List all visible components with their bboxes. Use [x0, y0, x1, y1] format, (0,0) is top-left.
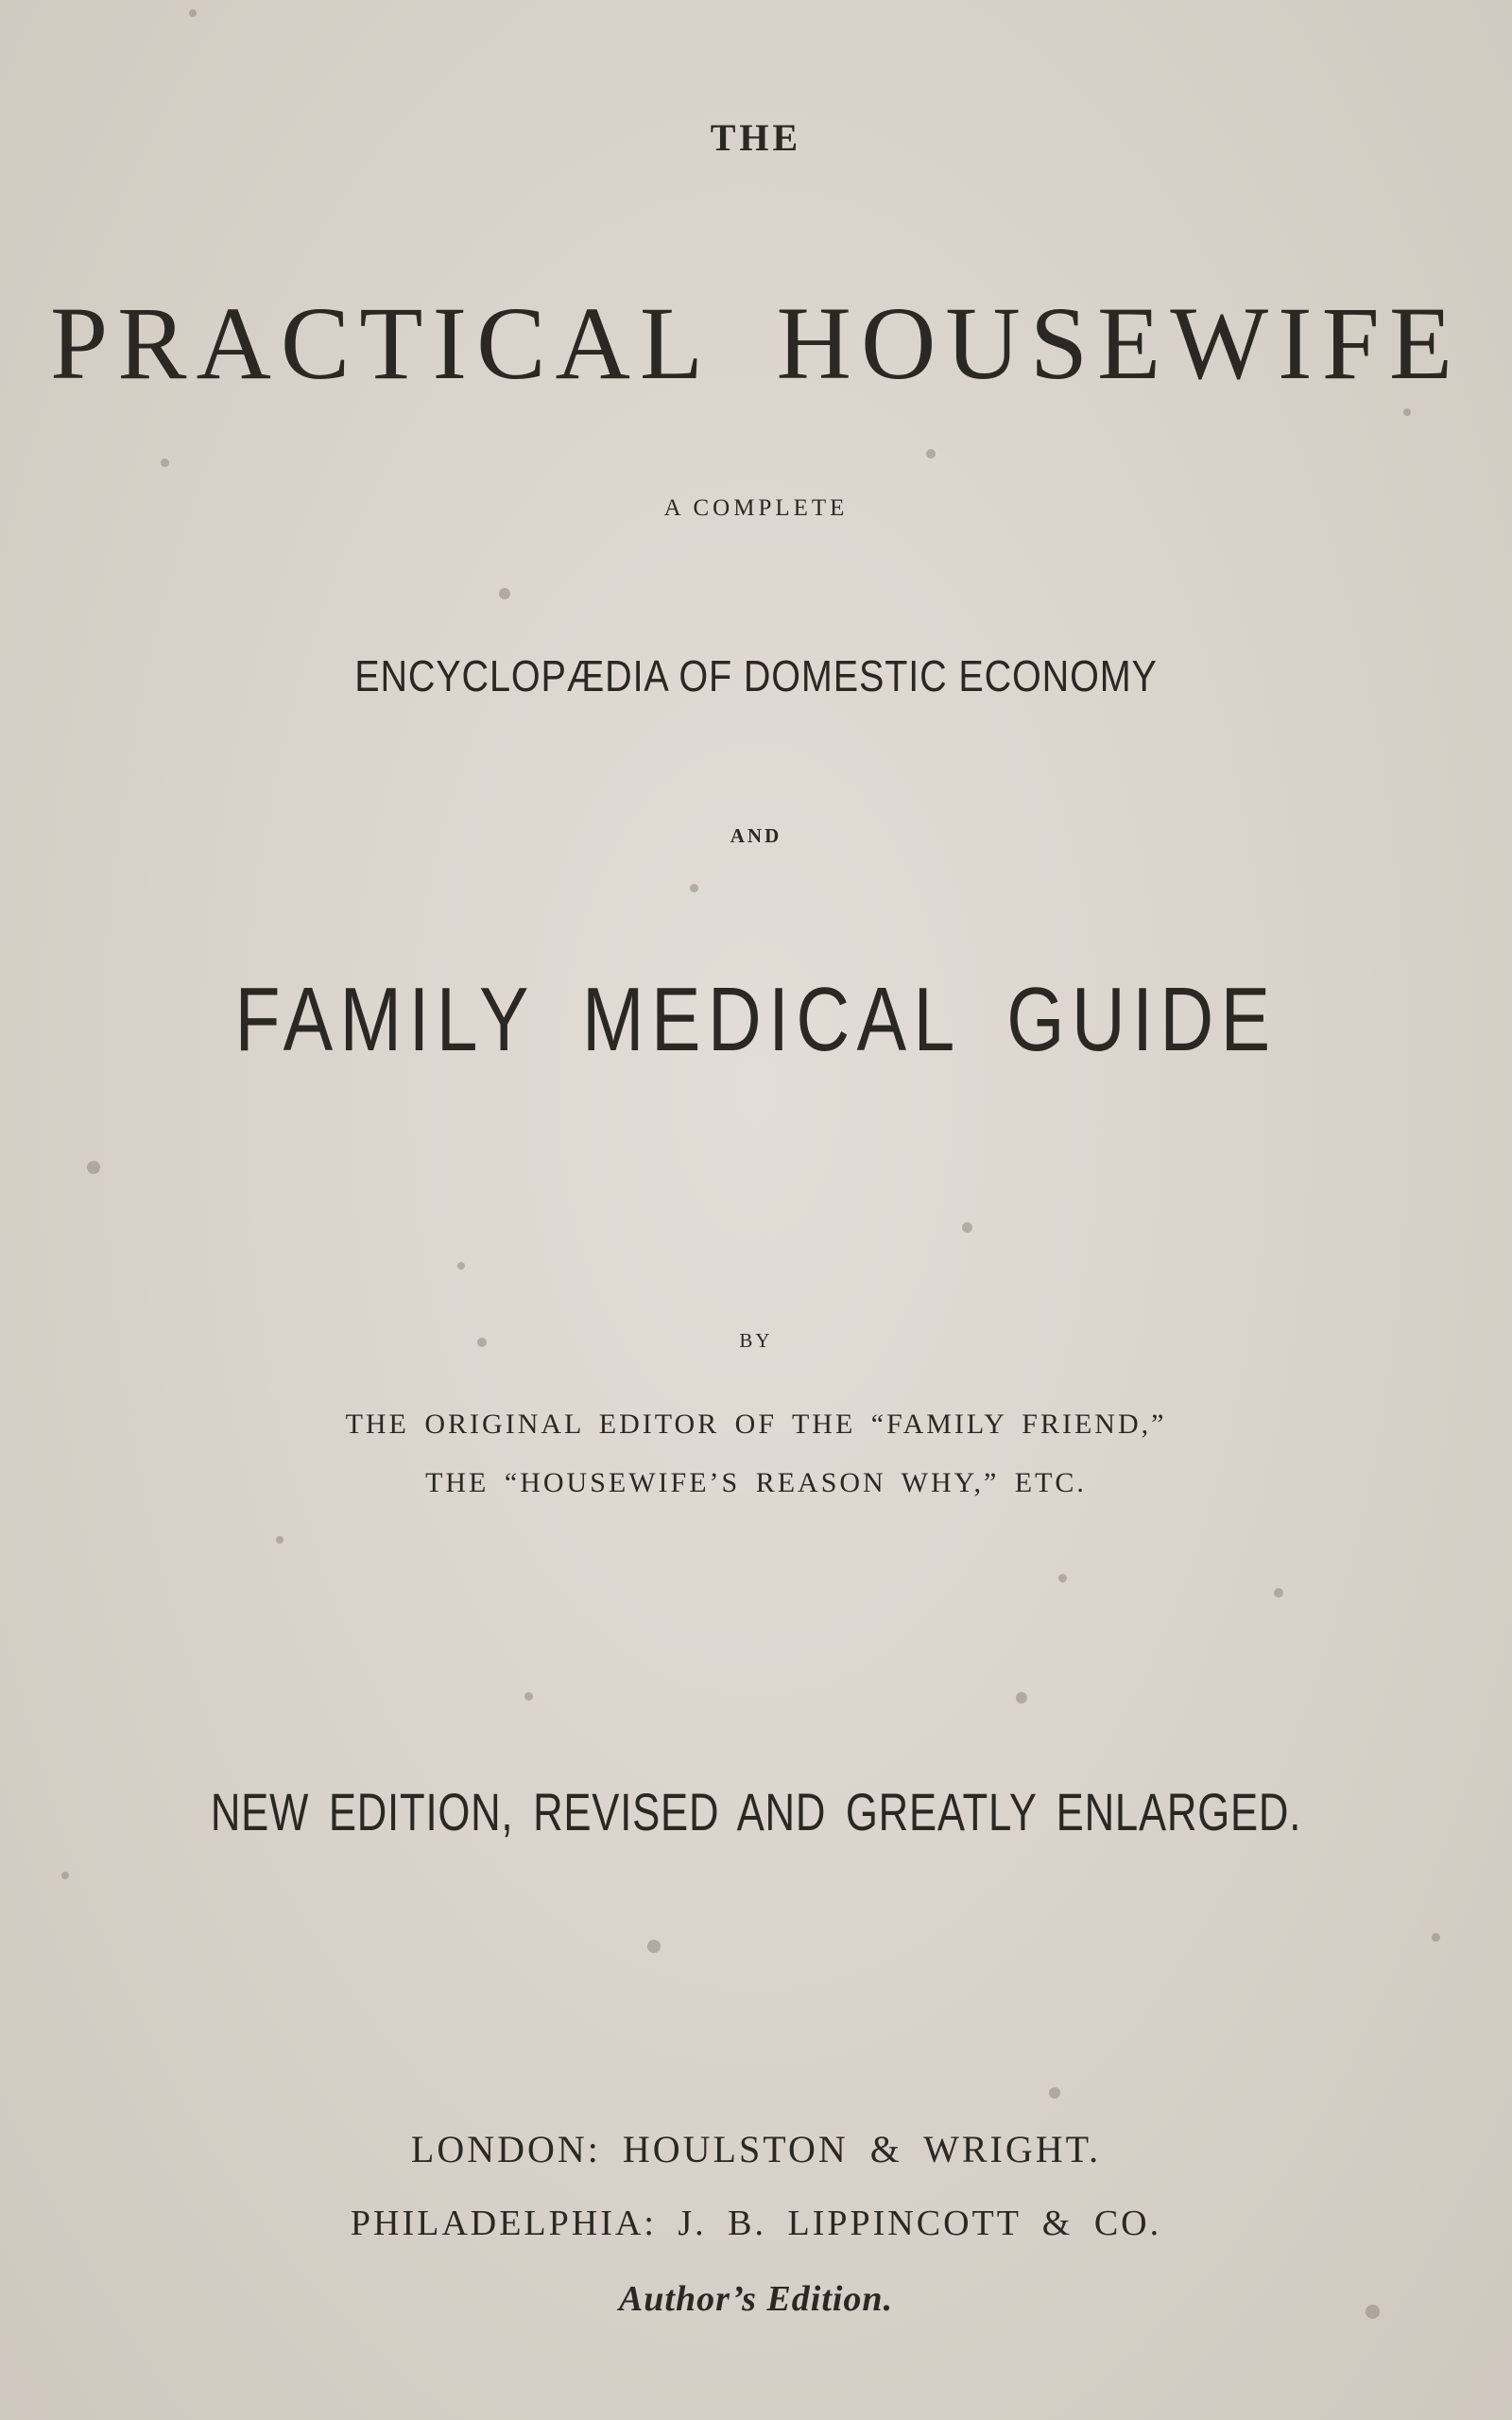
paper-speck	[499, 588, 510, 599]
author-line-2: THE “HOUSEWIFE’S REASON WHY,” ETC.	[425, 1467, 1087, 1498]
paper-speck	[962, 1222, 972, 1233]
title-article: THE	[710, 116, 802, 159]
subtitle-a-complete: A COMPLETE	[663, 495, 849, 521]
secondary-title: FAMILY MEDICAL GUIDE	[234, 969, 1278, 1070]
subtitle-encyclopaedia: ENCYCLOPÆDIA OF DOMESTIC ECONOMY	[354, 651, 1158, 700]
conjunction-and: AND	[730, 824, 782, 847]
authors-edition: Author’s Edition.	[618, 2279, 894, 2319]
paper-speck	[1058, 1574, 1067, 1582]
edition-statement: NEW EDITION, REVISED AND GREATLY ENLARGED.	[210, 1782, 1302, 1841]
main-title: PRACTICAL HOUSEWIFE	[49, 285, 1463, 401]
paper-speck	[1403, 408, 1411, 416]
paper-speck	[1274, 1588, 1283, 1598]
paper-speck	[1016, 1692, 1027, 1703]
paper-speck	[926, 449, 936, 458]
paper-speck	[524, 1692, 533, 1701]
paper-speck	[1432, 1933, 1440, 1942]
paper-speck	[276, 1536, 284, 1544]
paper-speck	[690, 884, 698, 892]
imprint-philadelphia: PHILADELPHIA: J. B. LIPPINCOTT & CO.	[350, 2204, 1162, 2243]
paper-speck	[87, 1161, 100, 1174]
paper-speck	[189, 9, 197, 17]
paper-speck	[457, 1262, 465, 1270]
paper-speck	[647, 1940, 661, 1953]
imprint-london: LONDON: HOULSTON & WRIGHT.	[410, 2128, 1102, 2170]
byline-by: BY	[739, 1329, 773, 1352]
paper-speck	[1049, 2087, 1060, 2099]
paper-speck	[61, 1872, 69, 1879]
paper-speck	[161, 458, 169, 467]
author-line-1: THE ORIGINAL EDITOR OF THE “FAMILY FRIEND,”	[345, 1409, 1167, 1440]
